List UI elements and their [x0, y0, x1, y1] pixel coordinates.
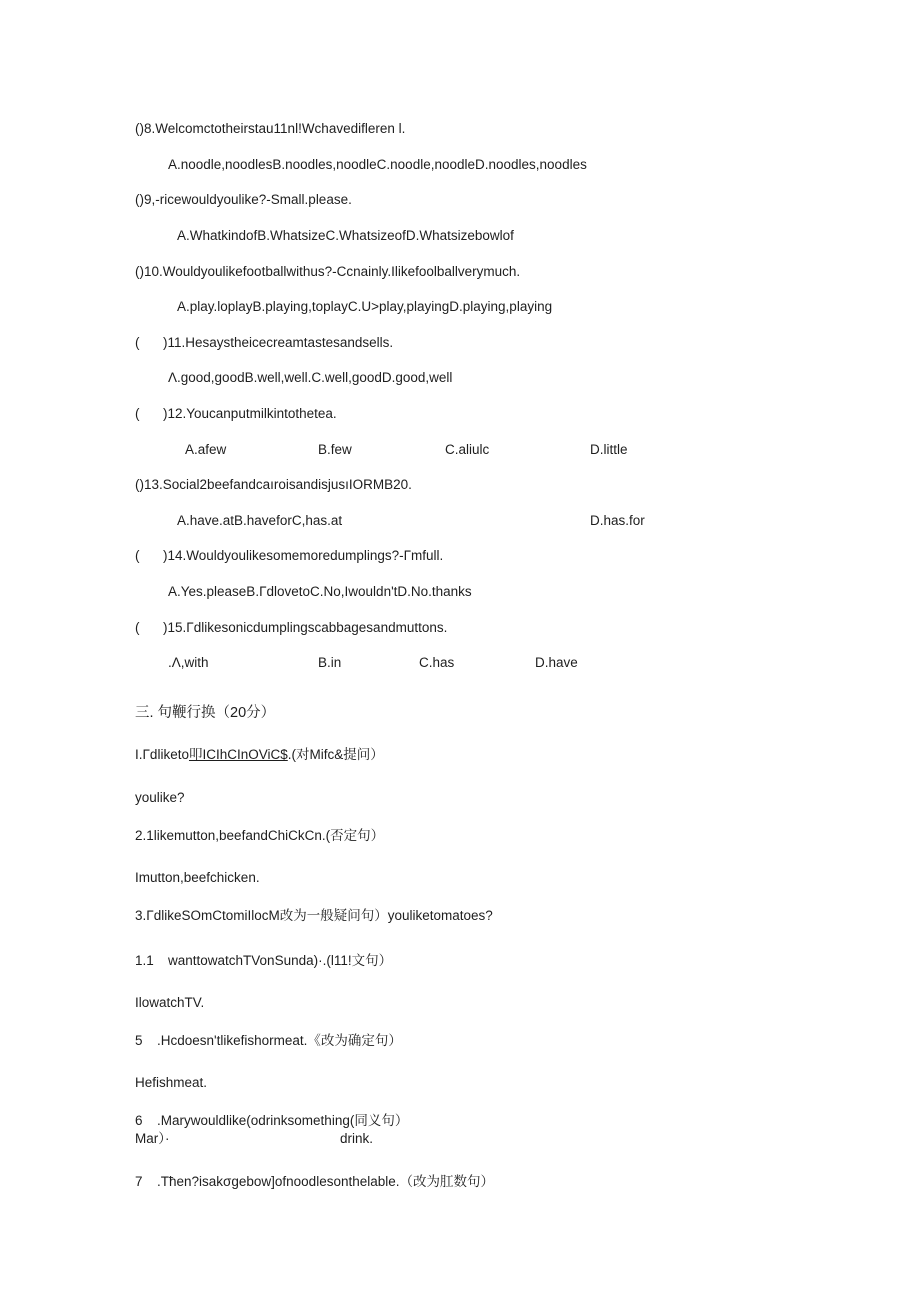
rewrite-1-answer: youlike?: [135, 790, 185, 805]
rewrite-3-question: 3.ΓdlikeSOmCtomiIlocM改为一般疑问句）youliketomatoes?: [135, 908, 493, 923]
q15-option-c: C.has: [419, 655, 455, 670]
rewrite-1-text: I.Γdliketo: [135, 747, 189, 762]
q10-stem: ()10.Wouldyoulikefootballwithus?-Ccnainly.Ilikefoolballverymuch.: [135, 264, 521, 279]
q15-option-d: D.have: [535, 655, 578, 670]
q15-paren: (: [135, 620, 140, 635]
q11-options: Λ.good,goodB.well,well.C.well,goodD.good,well: [168, 370, 453, 385]
rewrite-6-number: 6: [135, 1113, 143, 1128]
rewrite-2-answer: Imutton,beefchicken.: [135, 870, 260, 885]
rewrite-6-question: .Marywouldlike(odrinksomething(同义句）: [157, 1113, 409, 1128]
rewrite-4-question: wanttowatchTVonSunda)·.(l11!文句）: [168, 953, 393, 968]
rewrite-1-question: [135, 747, 384, 763]
rewrite-4-number: 1.1: [135, 953, 154, 968]
q12-stem: )12.Youcanputmilkintothetea.: [163, 406, 337, 421]
q9-options: A.WhatkindofB.WhatsizeC.WhatsizeofD.Whatsizebowlof: [177, 228, 514, 243]
q12-option-d: D.little: [590, 442, 628, 457]
q14-options: A.Yes.pleaseB.ΓdlovetoC.No,Iwouldn'tD.No.thanks: [168, 584, 472, 599]
q14-stem: )14.Wouldyoulikesomemoredumplings?-Γmfull.: [163, 548, 444, 563]
q13-options-abc: A.have.atB.haveforC,has.at: [177, 513, 343, 528]
rewrite-2-question: 2.1likemutton,beefandChiCkCn.(否定句）: [135, 828, 385, 843]
q14-paren: (: [135, 548, 140, 563]
q12-option-b: B.few: [318, 442, 352, 457]
q15-option-a: .Λ,with: [168, 655, 209, 670]
q12-paren: (: [135, 406, 140, 421]
q11-stem: )11.Hesaystheicecreamtastesandsells.: [163, 335, 394, 350]
rewrite-6-answer-end: drink.: [340, 1131, 374, 1146]
section-3-heading: 三. 句鞭行换（20分）: [135, 705, 276, 721]
rewrite-1-underlined: 叩ICIhCInOViC$: [188, 747, 288, 762]
q12-option-a: A.afew: [185, 442, 227, 457]
rewrite-7-question: .Tħen?isakσgebow]ofnoodlesonthelable.（改为肛数句）: [157, 1174, 495, 1189]
rewrite-4-answer: IlowatchTV.: [135, 995, 205, 1010]
rewrite-5-answer: Hefishmeat.: [135, 1075, 208, 1090]
q8-stem: ()8.Welcomctotheirstau11nl!Wchavedifleren l.: [135, 121, 406, 136]
q15-stem: )15.Γdlikesonicdumplingscabbagesandmuttons.: [163, 620, 448, 635]
rewrite-6-answer-start: Mar）·: [135, 1131, 170, 1146]
q11-paren: (: [135, 335, 140, 350]
rewrite-1-instruction: .(对Mifc&提问）: [287, 747, 384, 762]
q9-stem: ()9,-ricewouldyoulike?-Small.please.: [135, 192, 352, 207]
q15-option-b: B.in: [318, 655, 342, 670]
q10-options: A.play.loplayB.playing,toplayC.U>play,playingD.playing,playing: [177, 299, 553, 314]
rewrite-5-question: .Hcdoesn'tlikefishormeat.《改为确定句）: [157, 1033, 402, 1048]
q8-options: A.noodle,noodlesB.noodles,noodleC.noodle,noodleD.noodles,noodles: [168, 157, 587, 172]
rewrite-5-number: 5: [135, 1033, 143, 1048]
q12-option-c: C.aliulc: [445, 442, 490, 457]
rewrite-7-number: 7: [135, 1174, 143, 1189]
q13-stem: ()13.Social2beefandcaıroisandisjusıIORMB20.: [135, 477, 412, 492]
q13-option-d: D.has.for: [590, 513, 645, 528]
